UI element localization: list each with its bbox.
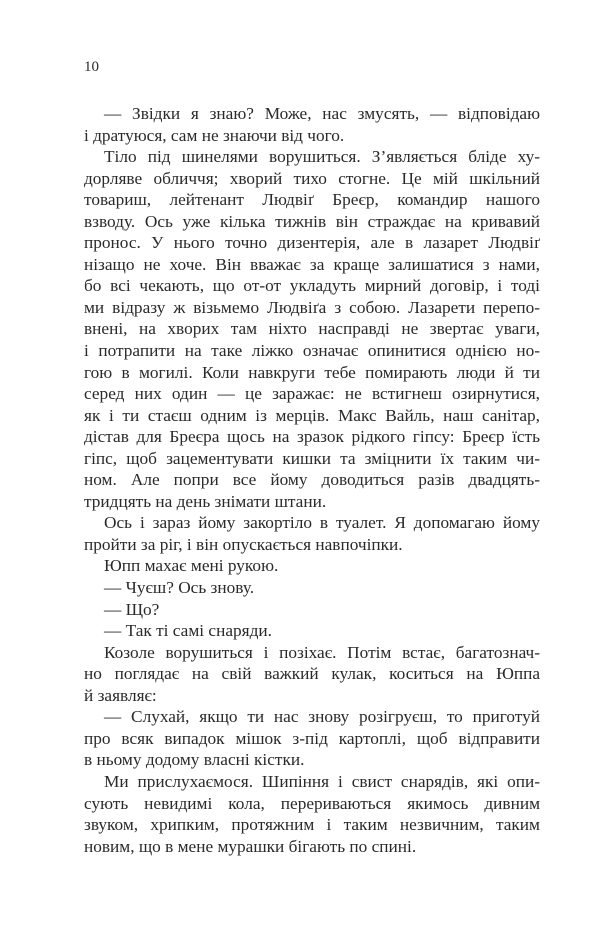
text-line: Ми прислухаємося. Шипіння і свист снарядів, які опи- [104,771,540,791]
text-line: нізащо не хоче. Він вважає за краще залишатися з нами, [84,254,540,274]
text-line: новим, що в мене мурашки бігають по спині. [84,836,417,856]
text-line: но поглядає на свій важкий кулак, коситься на Юппа [84,664,540,684]
text-line: гою в могилі. Коли навкруги тебе помирають люди й ти [84,362,540,382]
text-line: ми відразу ж візьмемо Людвіґа з собою. Лазарети перепо- [84,297,540,317]
paragraph [84,642,540,707]
text-line: взводу. Ось уже кілька тижнів він страждає на кривавий [84,211,540,231]
paragraph [84,599,540,621]
paragraph [84,620,540,642]
text-line: внені, на хворих там ніхто насправді не звертає уваги, [84,319,540,339]
text-line: сують невидимі кола, перериваються якимось дивним [84,793,540,813]
paragraph [84,555,540,577]
paragraph [84,512,540,555]
text-line: і дратуюся, сам не знаючи від чого. [84,125,345,145]
text-line: тридцять на день знімати штани. [84,491,327,511]
text-line: ном. Але попри все йому доводиться разів двадцять- [84,470,540,490]
paragraph [84,103,540,146]
body-text [84,103,540,857]
text-line: про всяк випадок мішок з-під картоплі, щоб відправити [84,728,540,748]
paragraph [84,771,540,857]
text-line: як і ти стаєш одним із мерців. Макс Вайль, наш санітар, [84,405,540,425]
text-line: пронос. У нього точно дизентерія, але в лазарет Людвіґ [84,233,540,253]
paragraph [84,706,540,771]
text-line: серед них один — це заражає: не встигнеш озирнутися, [84,384,540,404]
text-line: пройти за ріг, і він опускається навпочіпки. [84,534,403,554]
text-line: Ось і зараз йому закортіло в туалет. Я допомагаю йому [104,513,540,533]
text-line: — Так ті самі снаряди. [104,621,272,641]
text-line: Тіло під шинелями ворушиться. З’являється бліде ху- [104,147,540,167]
text-line: дорляве обличчя; хворий тихо стогне. Це мій шкільний [84,168,540,188]
text-line: й заявляє: [84,685,157,705]
text-line: і потрапити на таке ліжко означає опинитися однією но- [84,341,540,361]
text-line: — Чуєш? Ось знову. [104,578,255,598]
text-line: дістав для Бреєра щось на зразок рідкого гіпсу: Бреєр їсть [84,427,540,447]
text-line: — Що? [104,599,160,619]
text-line: — Звідки я знаю? Може, нас змусять, — відповідаю [104,104,540,123]
text-line: — Слухай, якщо ти нас знову розігруєш, то приготуй [104,707,540,727]
text-line: бо всі чекають, що от-от укладуть мирний договір, і тоді [84,276,540,296]
paragraph [84,577,540,599]
text-line: в ньому додому власні кістки. [84,750,305,770]
text-line: гіпс, щоб зацементувати кишки та зміцнити їх таким чи- [84,448,540,468]
page-number: 10 [84,59,99,75]
text-line: Козоле ворушиться і позіхає. Потім встає, багатознач- [104,642,540,662]
text-line: звуком, хрипким, протяжним і таким незвичним, таким [84,815,540,835]
text-line: Юпп махає мені рукою. [104,556,279,576]
paragraph [84,146,540,512]
text-line: товариш, лейтенант Людвіґ Бреєр, командир нашого [84,190,540,210]
